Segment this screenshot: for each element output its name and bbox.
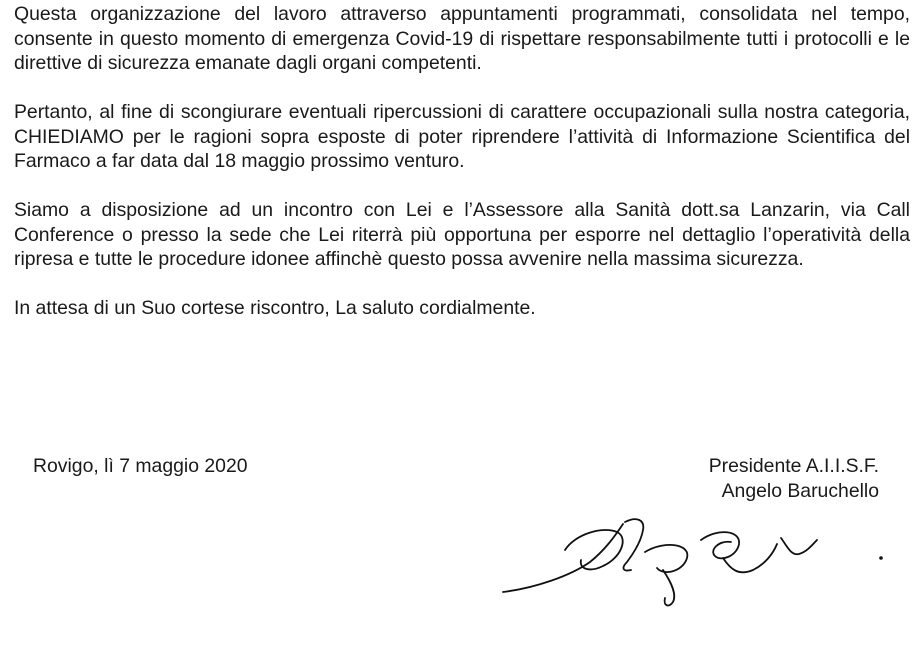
signer-name: Angelo Baruchello [721,479,879,502]
signature-stroke [781,538,817,554]
signature-stroke [503,524,623,592]
signature-dot [879,556,883,560]
signature-stroke [624,519,644,570]
signature-block [709,454,879,503]
place-and-date: Rovigo, lì 7 maggio 2020 [33,455,248,477]
signature-stroke [645,545,687,572]
signer-role: Presidente A.I.I.S.F. [708,455,879,477]
paragraph-closing: In attesa di un Suo cortese riscontro, La saluto cordialmente. [14,297,536,319]
handwritten-signature [495,510,895,620]
paragraph-meeting-availability: Siamo a disposizione ad un incontro con Lei e l’Assessore alla Sanità dott.sa Lanzarin, via Call Conference o presso la sede che Lei riterrà più opportuna per esporre nel dettaglio l’operatività della ripresa e tutte le procedure idonee affinchè questo possa avvenire nella massima sicurezza. [14,199,910,270]
paragraph-request: Pertanto, al fine di scongiurare eventuali ripercussioni di carattere occupazionali sulla nostra categoria, CHIEDIAMO per le ragioni sopra esposte di poter riprendere l’attività di Informazione Scientifica del Farmaco a far data dal 18 maggio prossimo venturo. [14,101,910,172]
letter-body [14,2,910,321]
signature-stroke [701,532,739,558]
signature-stroke [723,544,777,572]
paragraph-covid-protocols: Questa organizzazione del lavoro attraverso appuntamenti programmati, consolidata nel tempo, consente in questo momento di emergenza Covid-19 di rispettare responsabilmente tutti i protocolli e le direttive di sicurezza emanate dagli organi competenti. [14,3,910,74]
signature-stroke [663,570,674,605]
